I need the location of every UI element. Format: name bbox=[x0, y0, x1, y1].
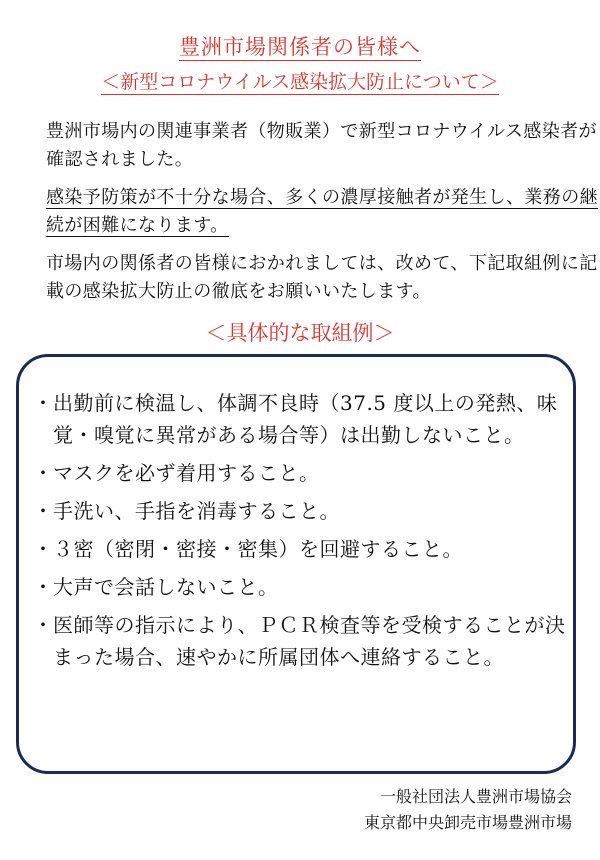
footer-org-2: 東京都中央卸売市場豊洲市場 bbox=[363, 813, 572, 832]
list-item-text: 出勤前に検温し、体調不良時（37.5 度以上の発熱、味覚・嗅覚に異常がある場合等）は出勤しないこと。 bbox=[53, 391, 558, 447]
bullet-marker: ・ bbox=[33, 613, 54, 637]
list-item bbox=[33, 533, 573, 565]
list-item bbox=[33, 571, 573, 603]
list-item-text: 手洗い、手指を消毒すること。 bbox=[53, 499, 340, 523]
measures-box bbox=[16, 354, 576, 774]
bullet-marker: ・ bbox=[33, 537, 54, 561]
list-item bbox=[33, 457, 573, 489]
list-item-text: 医師等の指示により、ＰＣＲ検査等を受検することが決まった場合、速やかに所属団体へ連絡すること。 bbox=[53, 613, 566, 669]
notice-paragraph-1: 豊洲市場内の関連事業者（物販業）で新型コロナウイルス感染者が確認されました。 bbox=[46, 121, 597, 170]
notice-paragraph-2 bbox=[26, 184, 600, 240]
bullet-marker: ・ bbox=[33, 461, 54, 485]
list-item bbox=[33, 495, 573, 527]
bullet-marker: ・ bbox=[33, 575, 54, 599]
bullet-marker: ・ bbox=[33, 391, 54, 415]
notice-paragraph-2-text: 感染予防策が不十分な場合、多くの濃厚接触者が発生し、業務の継続が困難になります。 bbox=[46, 187, 598, 236]
notice-paragraph-3: 市場内の関係者の皆様におかれましては、改めて、下記取組例に記載の感染拡大防止の徹底をお願いいたします。 bbox=[46, 253, 598, 302]
page-subtitle bbox=[0, 69, 600, 95]
list-item-text: ３密（密閉・密接・密集）を回避すること。 bbox=[53, 537, 463, 561]
footer-org-1: 一般社団法人豊洲市場協会 bbox=[379, 787, 572, 806]
list-item bbox=[33, 387, 573, 451]
measures-list bbox=[33, 387, 573, 679]
page-subtitle-text: ＜新型コロナウイルス感染拡大防止について＞ bbox=[101, 71, 499, 93]
list-item-text: マスクを必ず着用すること。 bbox=[53, 461, 320, 485]
bullet-marker: ・ bbox=[33, 499, 54, 523]
page-title bbox=[0, 34, 600, 60]
page-title-text: 豊洲市場関係者の皆様へ bbox=[179, 35, 421, 59]
list-item bbox=[33, 609, 573, 673]
list-item-text: 大声で会話しないこと。 bbox=[53, 575, 279, 599]
section-heading: ＜具体的な取組例＞ bbox=[205, 321, 395, 345]
